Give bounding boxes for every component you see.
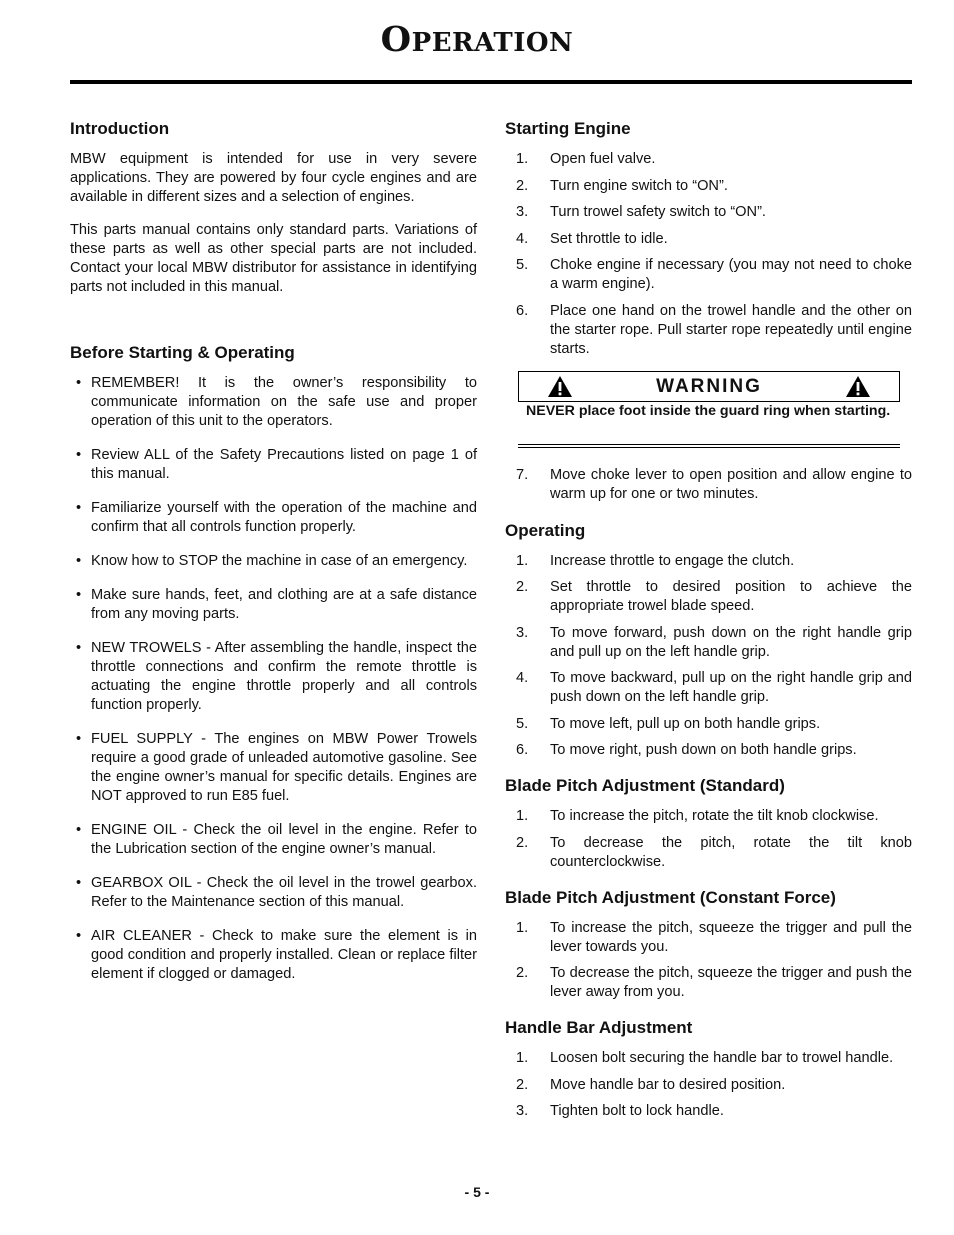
bullet-icon: • [76, 500, 82, 516]
title-rest: PERATION [411, 28, 574, 58]
warning-triangle-icon [547, 375, 573, 398]
bullet-icon: • [76, 640, 82, 656]
step-number: 2. [516, 1076, 529, 1093]
left-column [70, 118, 477, 999]
title-rule [70, 80, 912, 84]
list-item-text: Review ALL of the Safety Precautions listed on page 1 of this manual. [91, 447, 477, 482]
blade-pitch-standard-section [505, 775, 912, 872]
step-item [505, 230, 912, 249]
step-item [505, 1076, 912, 1095]
step-text: Set throttle to idle. [550, 230, 668, 247]
step-number: 2. [516, 177, 529, 194]
before-starting-list [70, 374, 477, 984]
title-initial: O [380, 19, 412, 60]
starting-engine-steps [505, 150, 912, 359]
step-text: Tighten bolt to lock handle. [550, 1103, 724, 1119]
step-item [505, 150, 912, 169]
step-item [505, 203, 912, 222]
step-number: 2. [516, 965, 529, 981]
bullet-icon: • [76, 822, 82, 838]
starting-engine-heading: Starting Engine [505, 119, 631, 138]
list-item [70, 552, 477, 571]
step-text: To move right, push down on both handle grips. [550, 742, 857, 758]
list-item [70, 499, 477, 537]
step-text: To decrease the pitch, rotate the tilt knob counterclockwise. [550, 834, 912, 870]
bullet-icon: • [76, 447, 82, 463]
step-number: 3. [516, 1103, 529, 1119]
step-number: 2. [516, 834, 529, 851]
step-text: Open fuel valve. [550, 151, 656, 167]
handle-bar-heading: Handle Bar Adjustment [505, 1018, 693, 1037]
list-item [70, 874, 477, 912]
step-item [505, 177, 912, 196]
starting-engine-section [505, 118, 912, 504]
intro-paragraph: MBW equipment is intended for use in very severe applications. They are powered by four cycle engines and are available in different sizes and a selection of engines. [70, 151, 477, 205]
step-text: To increase the pitch, rotate the tilt knob clockwise. [550, 808, 879, 824]
step-number: 1. [516, 808, 529, 824]
step-item [505, 552, 912, 571]
step-text: To increase the pitch, squeeze the trigger and pull the lever towards you. [550, 919, 912, 955]
operating-section [505, 520, 912, 761]
list-item [70, 639, 477, 715]
step-number: 1. [516, 151, 529, 167]
step-number: 1. [516, 552, 529, 569]
blade-pitch-standard-heading: Blade Pitch Adjustment (Standard) [505, 776, 785, 795]
bullet-icon: • [76, 928, 82, 944]
bullet-icon: • [76, 731, 82, 747]
step-item [505, 466, 912, 504]
operating-steps [505, 552, 912, 761]
step-text: Set throttle to desired position to achieve the appropriate trowel blade speed. [550, 579, 912, 614]
right-column [505, 118, 912, 1129]
step-text: To move backward, pull up on the right handle grip and push down on the left handle grip. [550, 670, 912, 705]
step-text: Loosen bolt securing the handle bar to trowel handle. [550, 1050, 894, 1066]
warning-box [518, 371, 900, 448]
bullet-icon: • [76, 875, 82, 891]
step-number: 1. [516, 919, 529, 936]
list-item [70, 374, 477, 431]
step-item [505, 624, 912, 662]
list-item-text: NEW TROWELS - After assembling the handle, inspect the throttle connections and confirm the remote throttle is actuating the engine throttle properly and all controls function properly. [91, 640, 477, 713]
before-starting-heading: Before Starting & Operating [70, 343, 295, 362]
handle-bar-section [505, 1017, 912, 1121]
list-item [70, 586, 477, 624]
step-number: 4. [516, 670, 529, 686]
step-item [505, 578, 912, 616]
list-item-text: Make sure hands, feet, and clothing are at a safe distance from any moving parts. [91, 587, 477, 622]
list-item [70, 446, 477, 484]
step-text: Move choke lever to open position and allow engine to warm up for one or two minutes. [550, 466, 912, 502]
page-number: - 5 - [464, 1184, 490, 1200]
step-item [505, 807, 912, 826]
step-text: Increase throttle to engage the clutch. [550, 552, 795, 569]
step-item [505, 669, 912, 707]
warning-label: WARNING [656, 375, 762, 397]
step-number: 4. [516, 230, 529, 247]
bullet-icon: • [76, 375, 82, 391]
list-item-text: AIR CLEANER - Check to make sure the element is in good condition and properly installed. Clean or replace filter element if clogged or damaged. [91, 928, 477, 982]
step-number: 2. [516, 579, 529, 595]
step-item [505, 715, 912, 734]
operating-heading: Operating [505, 520, 586, 540]
list-item-text: GEARBOX OIL - Check the oil level in the trowel gearbox. Refer to the Maintenance section of this manual. [91, 875, 477, 910]
step-text: To move left, pull up on both handle grips. [550, 715, 821, 732]
step-item [505, 1049, 912, 1068]
list-item [70, 821, 477, 859]
step-number: 6. [516, 742, 529, 758]
before-starting-section [70, 342, 477, 984]
page-title [0, 19, 954, 60]
bullet-icon: • [76, 553, 82, 569]
blade-pitch-constant-steps [505, 919, 912, 1003]
list-item-text: FUEL SUPPLY - The engines on MBW Power Trowels require a good grade of unleaded automotive gasoline. See the engine owner’s manual for specific details. Engines are NOT approved to run E85 fuel. [91, 731, 477, 804]
step-item [505, 834, 912, 872]
starting-engine-steps-cont [505, 466, 912, 504]
step-text: Turn trowel safety switch to “ON”. [550, 204, 766, 220]
step-text: Place one hand on the trowel handle and the other on the starter rope. Pull starter rope repeatedly until engine starts. [550, 302, 912, 357]
bullet-icon: • [76, 587, 82, 603]
list-item-text: Know how to STOP the machine in case of an emergency. [91, 553, 468, 569]
step-number: 1. [516, 1050, 529, 1066]
step-number: 7. [516, 466, 529, 483]
step-number: 6. [516, 302, 529, 319]
introduction-heading: Introduction [70, 119, 170, 138]
step-item [505, 741, 912, 760]
warning-triangle-icon [845, 375, 871, 398]
warning-header [518, 371, 900, 402]
step-number: 3. [516, 204, 529, 220]
step-item [505, 964, 912, 1002]
list-item-text: ENGINE OIL - Check the oil level in the engine. Refer to the Lubrication section of the engine owner’s manual. [91, 822, 477, 857]
step-number: 3. [516, 624, 529, 641]
step-item [505, 302, 912, 359]
step-text: Turn engine switch to “ON”. [550, 177, 728, 194]
list-item [70, 730, 477, 806]
step-text: To decrease the pitch, squeeze the trigger and push the lever away from you. [550, 965, 912, 1000]
blade-pitch-standard-steps [505, 807, 912, 872]
list-item-text: Familiarize yourself with the operation of the machine and confirm that all controls function properly. [91, 500, 477, 535]
intro-paragraph: This parts manual contains only standard parts. Variations of these parts as well as other special parts are not included. Contact your local MBW distributor for assistance in identifying parts not included in this manual. [70, 222, 477, 295]
step-number: 5. [516, 715, 529, 732]
list-item-text: REMEMBER! It is the owner’s responsibility to communicate information on the safe use and proper operation of this unit to the operators. [91, 375, 477, 429]
handle-bar-steps [505, 1049, 912, 1121]
list-item [70, 927, 477, 984]
step-number: 5. [516, 257, 529, 273]
step-item [505, 256, 912, 294]
step-item [505, 919, 912, 957]
step-text: Choke engine if necessary (you may not need to choke a warm engine). [550, 257, 912, 292]
warning-message: NEVER place foot inside the guard ring when starting. [526, 402, 891, 419]
warning-bottom-rule [518, 444, 900, 448]
step-item [505, 1102, 912, 1121]
introduction-section [70, 118, 477, 297]
blade-pitch-constant-heading: Blade Pitch Adjustment (Constant Force) [505, 887, 836, 907]
blade-pitch-constant-section [505, 887, 912, 1003]
step-text: Move handle bar to desired position. [550, 1076, 786, 1093]
step-text: To move forward, push down on the right handle grip and pull up on the left handle grip. [550, 624, 912, 660]
